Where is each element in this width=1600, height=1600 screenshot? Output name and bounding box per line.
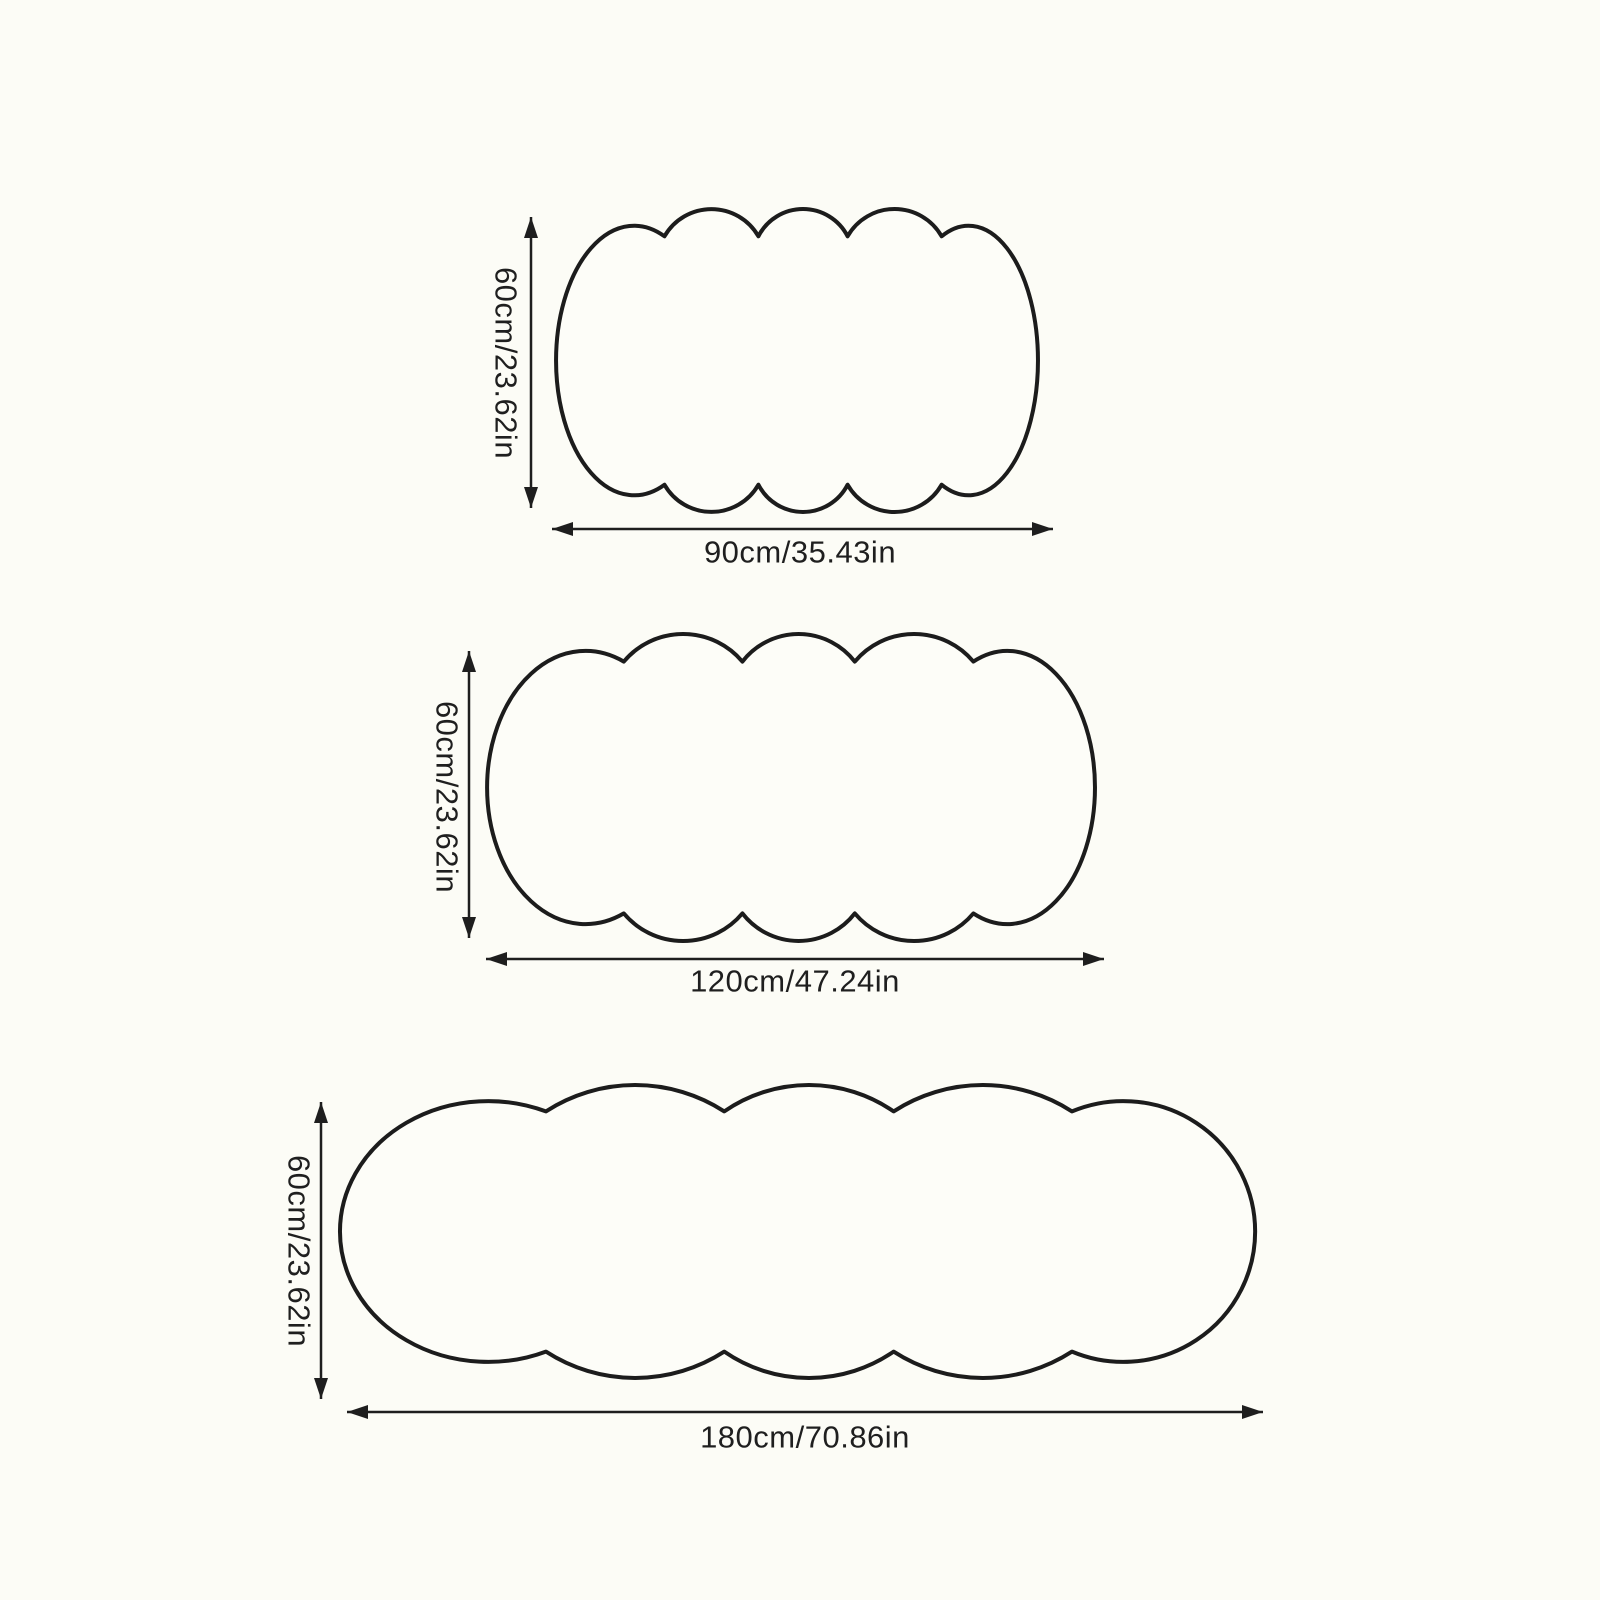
figure-rug-90x60 — [489, 209, 1054, 570]
height-label: 60cm/23.62in — [281, 1154, 317, 1348]
width-label: 90cm/35.43in — [703, 534, 897, 570]
width-label: 120cm/47.24in — [690, 963, 900, 999]
height-label: 60cm/23.62in — [429, 700, 465, 894]
cloud-rug-outline — [556, 209, 1038, 512]
cloud-rug-outline — [487, 634, 1095, 941]
width-label: 180cm/70.86in — [700, 1419, 910, 1455]
cloud-rug-outline — [340, 1085, 1255, 1378]
figure-rug-120x60 — [430, 634, 1105, 999]
height-label: 60cm/23.62in — [488, 266, 524, 460]
figures-root — [282, 209, 1264, 1455]
figure-rug-180x60 — [282, 1085, 1264, 1454]
